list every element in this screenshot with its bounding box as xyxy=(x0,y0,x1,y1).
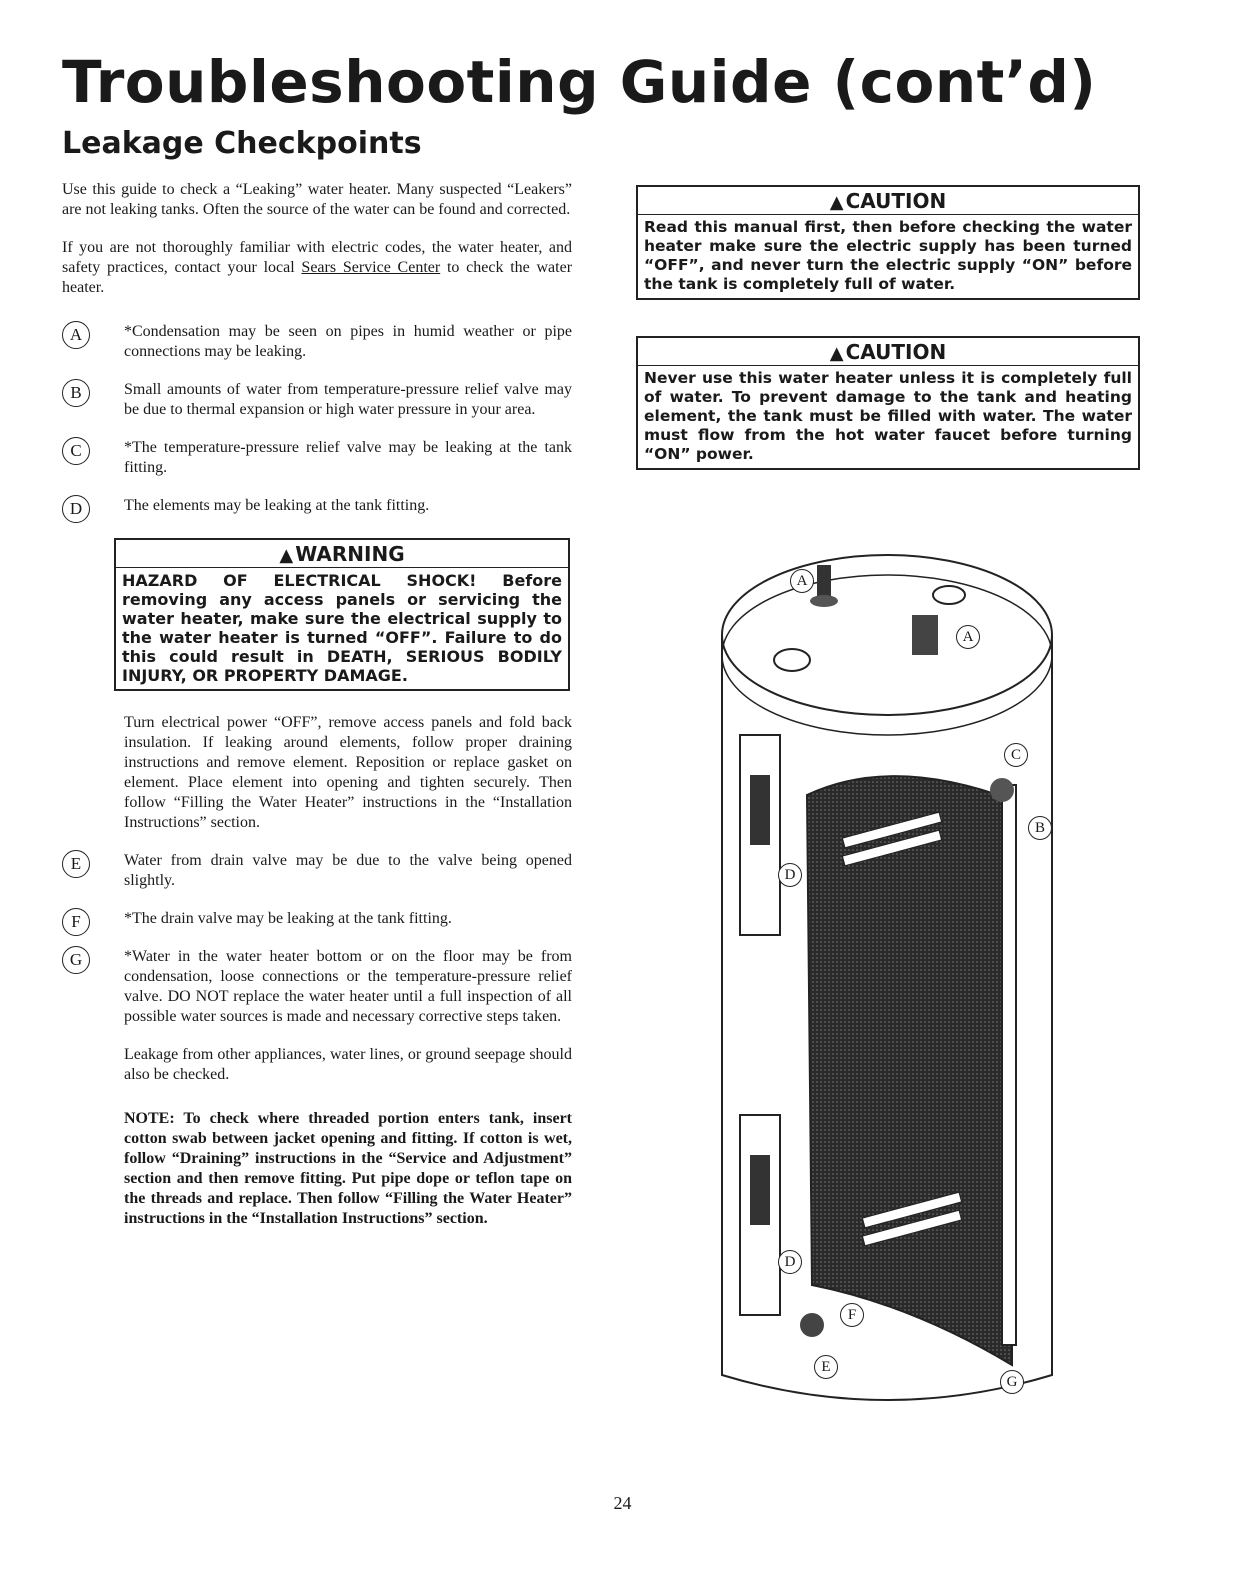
checkpoint-letter: A xyxy=(62,321,90,349)
caution-body: Read this manual first, then before checking the water heater make sure the electric supply has been turned “OFF”, and never turn the electric supply “ON” before the tank is completely full of water. xyxy=(644,218,1132,293)
caution-box-2 xyxy=(636,336,1140,470)
caution-heading xyxy=(638,187,1138,215)
checkpoint-letter: C xyxy=(62,437,90,465)
pipe-fitting-icon xyxy=(912,615,938,655)
caution-body: Never use this water heater unless it is completely full of water. To prevent damage to the tank and heating element, the tank must be filled with water. The water must flow from the hot water faucet before turning “ON” power. xyxy=(644,369,1132,463)
relief-pipe xyxy=(1002,785,1016,1345)
diagram-label-b: B xyxy=(1028,816,1052,840)
water-heater-illustration xyxy=(712,525,1062,1425)
checkpoint-text: The elements may be leaking at the tank fitting. xyxy=(124,497,430,514)
caution-heading-text: CAUTION xyxy=(845,340,947,364)
checkpoint-letter: F xyxy=(62,908,90,936)
diagram-label-c: C xyxy=(1004,743,1028,767)
checkpoint-letter: B xyxy=(62,379,90,407)
intro-text-after: to check the water heater. xyxy=(62,259,573,296)
checkpoint-text: *The drain valve may be leaking at the tank fitting. xyxy=(124,910,452,927)
caution-heading xyxy=(638,338,1138,366)
page-number: 24 xyxy=(613,1493,632,1513)
drain-valve-icon xyxy=(800,1313,824,1337)
warning-triangle-icon: ▲ xyxy=(279,545,294,566)
heater-top xyxy=(722,555,1052,715)
diagram-label-d-upper: D xyxy=(778,863,802,887)
other-leakage-paragraph: Leakage from other appliances, water lines, or ground seepage should also be checked. xyxy=(124,1046,572,1083)
diagram-label-a-top: A xyxy=(790,569,814,593)
note-paragraph: NOTE: To check where threaded portion enters tank, insert cotton swab between jacket opening and fitting. If cotton is wet, follow “Draining” instructions in the “Service and Adjustment” section and then remove fitting. Put pipe dope or teflon tape on the threads and replace. Then follow “Filling the Water Heater” instructions in the “Installation Instructions” section. xyxy=(124,1110,572,1227)
intro-paragraph-2 xyxy=(62,238,572,298)
water-heater-diagram xyxy=(712,525,1062,1425)
left-column xyxy=(62,180,572,1245)
checkpoint-a xyxy=(62,322,572,362)
tank-interior xyxy=(807,776,1012,1365)
checkpoint-b xyxy=(62,380,572,420)
diagram-label-g: G xyxy=(1000,1370,1024,1394)
diagram-label-f: F xyxy=(840,1303,864,1327)
relief-valve-icon xyxy=(990,778,1014,802)
element-instructions: Turn electrical power “OFF”, remove access panels and fold back insulation. If leaking around elements, follow proper draining instructions and remove element. Reposition or replace gasket on element. Place element into opening and tighten securely. Then follow “Filling the Water Heater” instructions in the “Installation Instructions” section. xyxy=(124,714,572,831)
checkpoint-text: Small amounts of water from temperature-pressure relief valve may be due to thermal expansion or high water pressure in your area. xyxy=(124,381,572,418)
intro-paragraph-1: Use this guide to check a “Leaking” water heater. Many suspected “Leakers” are not leaking tanks. Often the source of the water can be found and corrected. xyxy=(62,181,572,218)
section-subtitle: Leakage Checkpoints xyxy=(62,126,422,161)
warning-heading-text: WARNING xyxy=(295,542,405,566)
diagram-label-e: E xyxy=(814,1355,838,1379)
checkpoint-g xyxy=(62,947,572,1027)
checkpoint-e xyxy=(62,851,572,891)
caution-triangle-icon: ▲ xyxy=(829,192,844,213)
checkpoint-text: Water from drain valve may be due to the valve being opened slightly. xyxy=(124,852,572,889)
checkpoint-letter: D xyxy=(62,495,90,523)
checkpoint-text: *Condensation may be seen on pipes in humid weather or pipe connections may be leaking. xyxy=(124,323,572,360)
warning-heading xyxy=(116,540,568,568)
diagram-label-a-right: A xyxy=(956,625,980,649)
warning-body: HAZARD OF ELECTRICAL SHOCK! Before removing any access panels or servicing the water heater, make sure the electrical supply to the water heater is turned “OFF”. Failure to do this could result in DEATH, SERIOUS BODILY INJURY, OR PROPERTY DAMAGE. xyxy=(122,571,562,685)
warning-box xyxy=(114,538,570,691)
caution-heading-text: CAUTION xyxy=(845,189,947,213)
caution-triangle-icon: ▲ xyxy=(829,343,844,364)
checkpoint-letter: G xyxy=(62,946,90,974)
checkpoint-letter: E xyxy=(62,850,90,878)
checkpoint-d xyxy=(62,496,572,516)
checkpoint-text: *The temperature-pressure relief valve may be leaking at the tank fitting. xyxy=(124,439,572,476)
checkpoint-text: *Water in the water heater bottom or on the floor may be from condensation, loose connections or the temperature-pressure relief valve. DO NOT replace the water heater until a full inspection of all possible water sources is made and necessary corrective steps taken. xyxy=(124,948,572,1025)
diagram-label-d-lower: D xyxy=(778,1250,802,1274)
checkpoint-f xyxy=(62,909,572,929)
sears-service-center-link: Sears Service Center xyxy=(301,259,441,276)
page-title: Troubleshooting Guide (cont’d) xyxy=(62,48,1097,116)
intro-text-before: If you are not thoroughly familiar with electric codes, the water heater, and safety practices, contact your local xyxy=(62,239,572,276)
checkpoint-c xyxy=(62,438,572,478)
right-column xyxy=(636,185,1140,470)
caution-box-1 xyxy=(636,185,1140,300)
